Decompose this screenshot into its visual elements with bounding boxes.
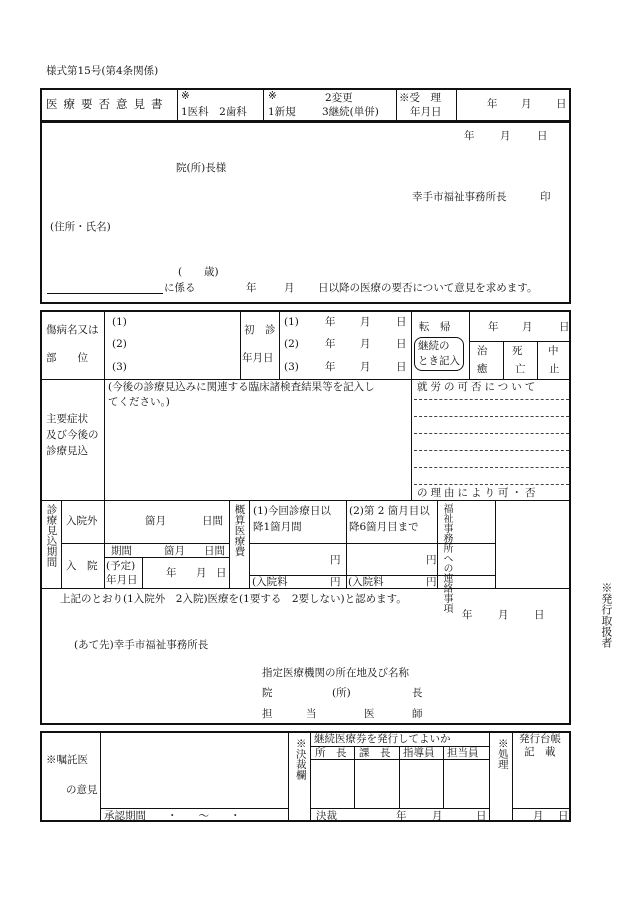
outcome-died-2: 亡 <box>515 363 526 375</box>
head-1: 院 <box>262 687 273 699</box>
in-d: 日 <box>216 567 227 579</box>
received-year: 年 <box>487 98 498 110</box>
approval-addressee: (あて先)幸手市福祉事務所長 <box>74 639 209 651</box>
doctor-4: 師 <box>412 708 423 720</box>
cost1-inpatient: (入院料 <box>252 576 288 588</box>
new-option: 1新規 <box>268 106 296 118</box>
cost-label: 概算医療費 <box>233 504 246 557</box>
received-ymd-label: 年月日 <box>410 106 442 118</box>
decision-label: ※決裁欄 <box>294 738 307 780</box>
approval-m: 月 <box>498 609 509 621</box>
role-chief: 所 長 <box>315 747 347 759</box>
since-year: 年 <box>246 282 257 294</box>
decision-m: 月 <box>432 810 443 822</box>
doctor-2: 当 <box>306 708 317 720</box>
work-header: 就労の可否について <box>417 381 539 393</box>
outcome-d: 日 <box>559 321 570 333</box>
cont-voucher-label: 継続医療券を発行してよいか <box>314 733 451 745</box>
form-number: 様式第15号(第4条関係) <box>46 65 159 77</box>
received-month: 月 <box>521 98 532 110</box>
period-label: 診療見込期間 <box>45 504 58 567</box>
work-reason: の理由により可・否 <box>417 487 539 499</box>
disease-label-2: 部 位 <box>46 352 88 364</box>
cost1-inpatient-yen: 円 <box>330 576 341 588</box>
outcome-cured-2: 癒 <box>477 363 488 375</box>
outcome-stopped: 中 <box>548 345 559 357</box>
received-mark: ※受 理 <box>399 92 441 104</box>
age-open: ( <box>178 266 183 278</box>
request-day: 日 <box>537 130 548 142</box>
role-guide: 指導員 <box>403 747 435 759</box>
cost2-inpatient-yen: 円 <box>426 576 437 588</box>
age-close: 歳) <box>204 266 219 278</box>
visit-2-m: 月 <box>360 338 371 350</box>
approval-period: 承認期間 ・ 〜 ・ <box>104 810 241 822</box>
disease-item-2: (2) <box>112 338 127 350</box>
visit-1: (1) <box>284 316 299 328</box>
in-months: 箇月 <box>164 545 185 557</box>
in-days: 日間 <box>204 545 225 557</box>
visit-2-y: 年 <box>325 338 336 350</box>
visit-1-y: 年 <box>325 316 336 328</box>
request-section <box>40 121 571 304</box>
cost2-title: (2)第 2 箇月目以 <box>349 505 430 517</box>
commission-label-2: の意見 <box>66 784 98 796</box>
first-visit-ymd: 年月日 <box>242 352 274 364</box>
visit-3-d: 日 <box>396 361 407 373</box>
approval-d: 日 <box>534 609 545 621</box>
ledger-m: 月 <box>533 810 544 822</box>
planned-ymd: 年月日 <box>106 574 138 586</box>
continue-note: 継続の <box>418 340 450 352</box>
seal-mark: 印 <box>540 191 551 203</box>
approval-statement: 上記のとおり(1入院外 2入院)医療を(1要する 2要しない)と認めます。 <box>60 593 407 605</box>
outcome-stopped-2: 止 <box>549 363 560 375</box>
approval-y: 年 <box>462 609 473 621</box>
address-label: (住所・氏名) <box>50 221 111 233</box>
cost2-title-2: 降6箇月目まで <box>349 521 419 533</box>
pertaining-text: に係る <box>164 282 196 294</box>
cost2-inpatient: (入院料 <box>348 576 384 588</box>
visit-3-m: 月 <box>360 361 371 373</box>
request-closing: 日以降の医療の要否について意見を求めます。 <box>318 282 538 294</box>
role-staff: 担当員 <box>447 747 479 759</box>
disease-item-3: (3) <box>112 361 127 373</box>
decision-date-label: 決裁 <box>316 810 337 822</box>
planned-label: (予定) <box>106 560 136 572</box>
symptoms-note-2: てください。) <box>108 396 170 408</box>
visit-1-d: 日 <box>396 316 407 328</box>
continue-note-2: とき記入 <box>418 355 460 367</box>
visit-3-y: 年 <box>325 361 336 373</box>
continue-option: 3継続(単併) <box>322 106 379 118</box>
in-period-label: 期間 <box>111 545 132 557</box>
outcome-m: 月 <box>522 321 533 333</box>
cost1-title-2: 降1箇月間 <box>253 521 302 533</box>
head-2: (所) <box>332 687 351 699</box>
change-option: 2変更 <box>325 92 353 104</box>
ledger-label: 発行台帳 <box>519 733 561 745</box>
outcome-label: 転 帰 <box>419 321 451 333</box>
visit-1-m: 月 <box>360 316 371 328</box>
process-label: ※処理 <box>496 738 509 770</box>
notice-label: 福祉事務所への連絡事項 <box>441 503 452 613</box>
in-m: 月 <box>196 567 207 579</box>
inpatient-label: 入 院 <box>66 560 98 572</box>
symptoms-label: 主要症状 <box>46 413 88 425</box>
visit-3: (3) <box>284 361 299 373</box>
form-title: 医療要否意見書 <box>46 97 169 111</box>
symptoms-label-3: 診療見込 <box>46 445 88 457</box>
name-line <box>47 293 163 294</box>
mark-1: ※ <box>181 90 190 102</box>
ledger-d: 日 <box>558 810 569 822</box>
request-sender: 幸手市福祉事務所長 <box>412 191 507 203</box>
cost1-yen: 円 <box>330 554 341 566</box>
commission-label: ※嘱託医 <box>46 754 88 766</box>
decision-y: 年 <box>396 810 407 822</box>
out-months: 箇月 <box>145 515 166 527</box>
facility-label: 指定医療機関の所在地及び名称 <box>262 667 409 679</box>
in-y: 年 <box>166 567 177 579</box>
symptoms-note: (今後の診療見込みに関連する臨床諸検査結果等を記入し <box>108 381 375 393</box>
cost2-yen: 円 <box>426 554 437 566</box>
doctor-3: 医 <box>364 708 375 720</box>
out-days: 日間 <box>202 515 223 527</box>
outcome-died: 死 <box>512 345 523 357</box>
doctor-1: 担 <box>262 708 273 720</box>
received-day: 日 <box>556 98 567 110</box>
since-month: 月 <box>284 282 295 294</box>
cost1-title: (1)今回診療日以 <box>253 505 331 517</box>
request-month: 月 <box>500 130 511 142</box>
decision-d: 日 <box>476 810 487 822</box>
role-section-chief: 課 長 <box>359 747 391 759</box>
disease-item-1: (1) <box>112 316 127 328</box>
mark-2: ※ <box>268 90 277 102</box>
request-year: 年 <box>464 130 475 142</box>
dept-options: 1医科 2歯科 <box>181 106 247 118</box>
symptoms-label-2: 及び今後の <box>46 429 99 441</box>
first-visit-label: 初 診 <box>244 324 276 336</box>
outcome-y: 年 <box>488 321 499 333</box>
ledger-label-2: 記 載 <box>524 746 556 758</box>
head-3: 長 <box>412 687 423 699</box>
outpatient-label: 入院外 <box>66 515 98 527</box>
disease-label: 傷病名又は <box>46 324 99 336</box>
visit-2: (2) <box>284 338 299 350</box>
issuer-side-label: ※発行取扱者 <box>599 582 613 648</box>
request-addressee: 院(所)長様 <box>176 162 227 174</box>
visit-2-d: 日 <box>396 338 407 350</box>
outcome-cured: 治 <box>477 345 488 357</box>
